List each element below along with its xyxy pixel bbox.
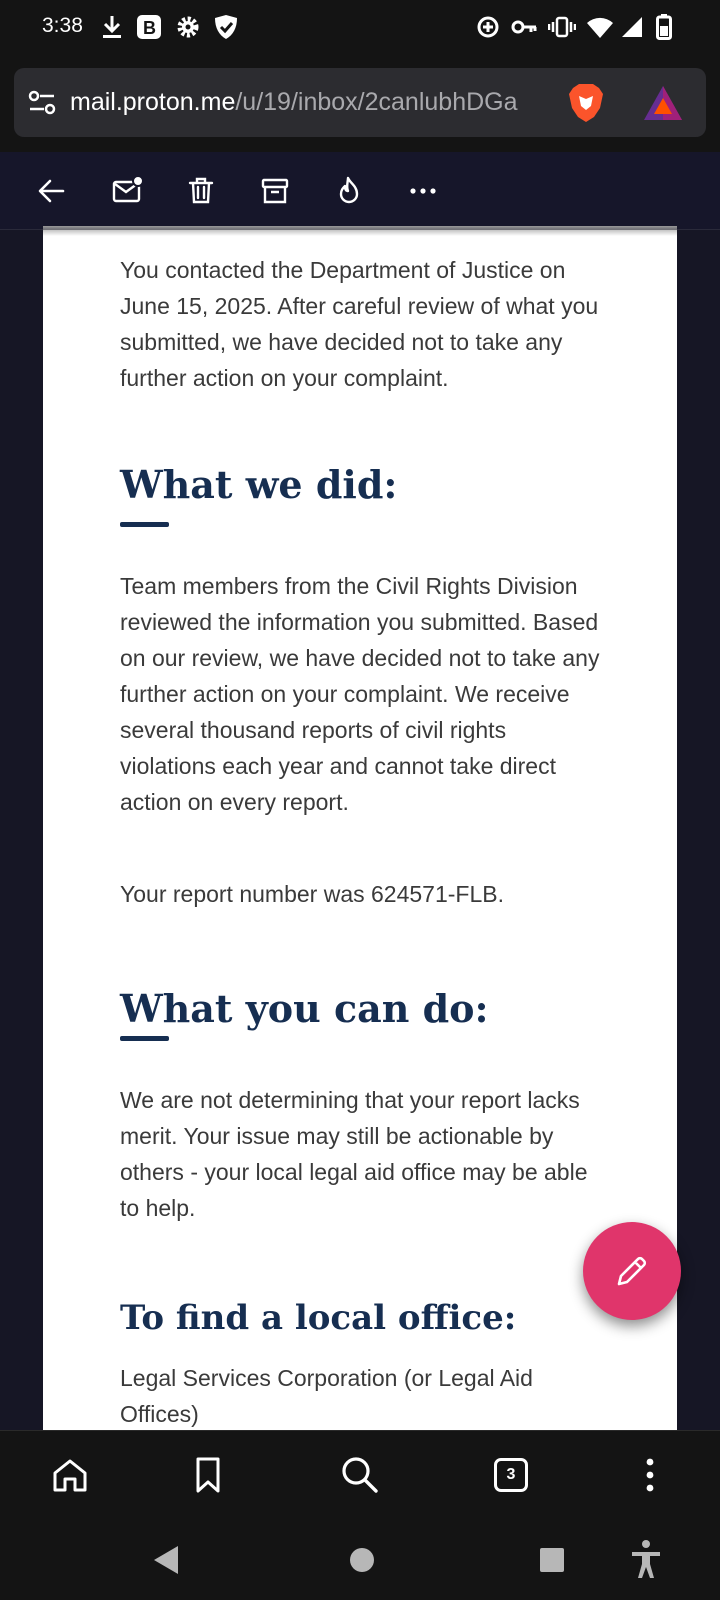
accessibility-icon[interactable] [628, 1538, 664, 1580]
brave-shields-icon[interactable] [567, 82, 605, 124]
brave-rewards-icon[interactable] [642, 84, 684, 122]
section-heading-what-you-can-do: What you can do: [120, 986, 489, 1031]
browser-address-area [0, 58, 720, 152]
battery-icon [656, 14, 672, 40]
bookmark-icon[interactable] [186, 1453, 230, 1497]
card-top-shadow [43, 226, 677, 236]
tabs-icon[interactable] [494, 1458, 528, 1492]
url-bar[interactable] [14, 68, 706, 137]
heading-underline [120, 522, 169, 527]
search-icon[interactable] [338, 1453, 382, 1497]
status-time: 3:38 [42, 14, 83, 37]
compose-button[interactable] [583, 1222, 681, 1320]
section-body-what-you-can-do: We are not determining that your report lacks merit. Your issue may still be actionable by others - your local legal aid office may be able to help. [120, 1087, 588, 1221]
back-arrow-icon[interactable] [31, 170, 73, 212]
archive-icon[interactable] [254, 170, 296, 212]
intro-paragraph: You contacted the Department of Justice on June 15, 2025. After careful review of what you submitted, we have decided not to take any further action on your complaint. [120, 257, 599, 391]
url-text[interactable] [70, 88, 550, 117]
section-body-find-office: Legal Services Corporation (or Legal Aid Offices) [120, 1365, 533, 1427]
status-bar [0, 0, 720, 58]
menu-dots-icon[interactable] [628, 1453, 672, 1497]
spam-flame-icon[interactable] [328, 170, 370, 212]
url-path: /u/19/inbox/2canlubhDGa [235, 88, 518, 116]
tab-count: 3 [494, 1458, 528, 1492]
section-body-what-we-did: Team members from the Civil Rights Division reviewed the information you submitted. Based on our review, we have decided not to take any further action on your complaint. We receive several thousand reports of civil rights violations each year and cannot take direct action on every report. [120, 573, 600, 815]
home-icon[interactable] [48, 1453, 92, 1497]
vpn-shield-icon [212, 14, 240, 40]
system-nav-bar [0, 1524, 720, 1600]
message-toolbar [0, 152, 720, 230]
section-heading-find-office: To find a local office: [120, 1298, 517, 1338]
trash-icon[interactable] [180, 170, 222, 212]
gear-icon [176, 14, 200, 40]
download-icon [100, 14, 124, 40]
back-triangle-icon[interactable] [150, 1542, 182, 1578]
mark-unread-icon[interactable] [106, 170, 148, 212]
email-body [43, 230, 677, 1430]
vibrate-icon [548, 14, 576, 40]
compose-pencil-icon [611, 1250, 653, 1292]
home-circle-icon[interactable] [344, 1542, 380, 1578]
more-icon[interactable] [402, 170, 444, 212]
wifi-icon [586, 14, 614, 40]
b-app-icon [136, 14, 162, 40]
signal-icon [620, 14, 644, 40]
data-saver-icon [476, 14, 500, 40]
recents-square-icon[interactable] [534, 1542, 570, 1578]
url-host: mail.proton.me [70, 88, 236, 116]
key-icon [510, 14, 538, 40]
svg-text:B: B [143, 18, 156, 38]
heading-underline [120, 1036, 169, 1041]
section-heading-what-we-did: What we did: [120, 462, 398, 507]
site-settings-icon[interactable] [28, 90, 56, 116]
report-number: Your report number was 624571-FLB. [120, 881, 504, 907]
browser-bottom-nav [0, 1430, 720, 1524]
